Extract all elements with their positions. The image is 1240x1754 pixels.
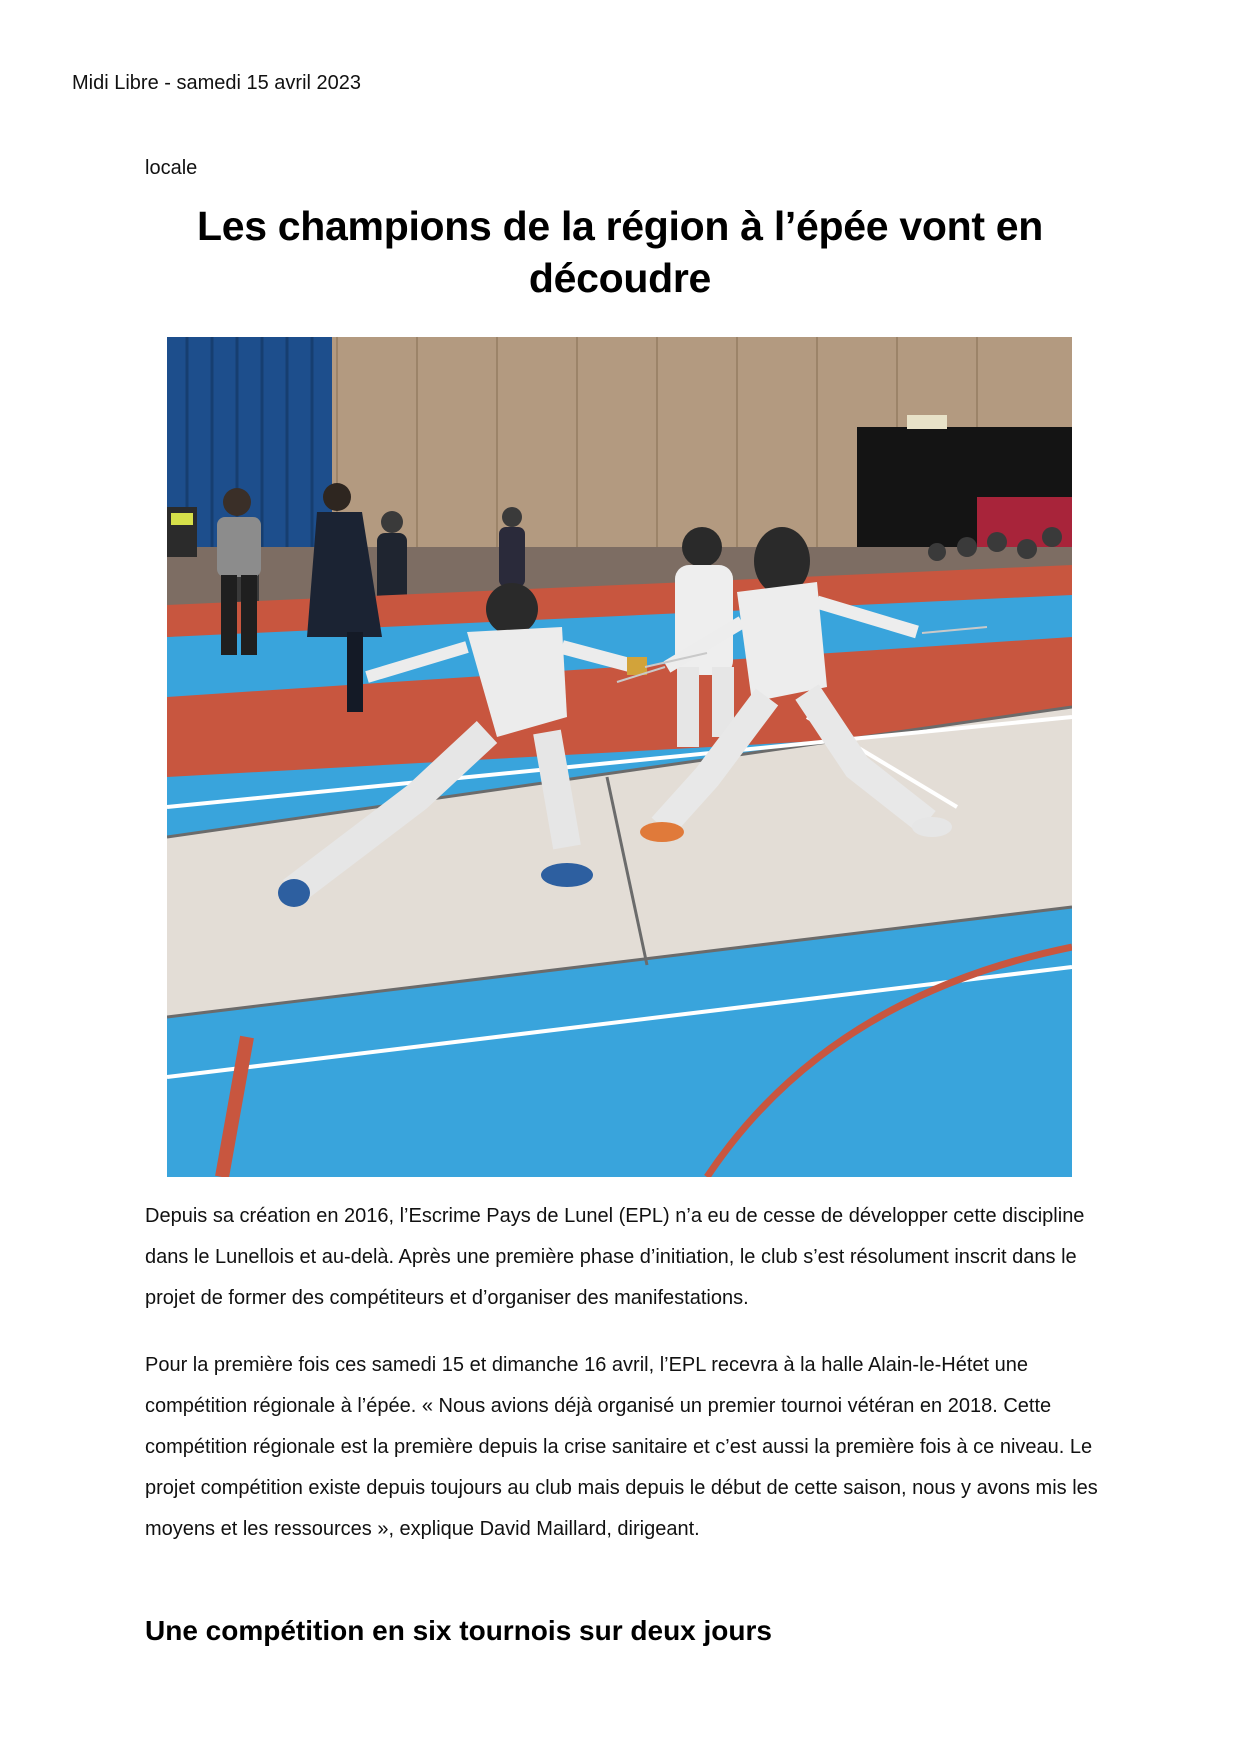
article-paragraph: Depuis sa création en 2016, l’Escrime Pays de Lunel (EPL) n’a eu de cesse de développer cette discipline dans le Lunellois et au-delà. Après une première phase d’initiation, le club s’est résolument inscrit dans le projet de former des compétiteurs et d’organiser des manifestations.: [145, 1205, 1085, 1309]
section-label: locale: [145, 157, 198, 179]
article-subheading: Une compétition en six tournois sur deux jours: [145, 1615, 772, 1646]
fencing-bout-photo: [167, 337, 1072, 1177]
article-title: Les champions de la région à l’épée vont en découdre: [196, 203, 1044, 301]
article-paragraph: Pour la première fois ces samedi 15 et dimanche 16 avril, l’EPL recevra à la halle Alain-le-Hétet une compétition régionale à l’épée. « Nous avions déjà organisé un premier tournoi vétéran en 2018. Cette compétition régionale est la première depuis la crise sanitaire et c’est aussi la première fois à ce niveau. Le projet compétition existe depuis toujours au club mais depuis le début de cette saison, nous y avons mis les moyens et les ressources », explique David Maillard, dirigeant.: [145, 1354, 1098, 1540]
exit-sign: [907, 415, 947, 429]
source-line: Midi Libre - samedi 15 avril 2023: [72, 72, 362, 94]
article-photo: [167, 337, 1072, 1177]
